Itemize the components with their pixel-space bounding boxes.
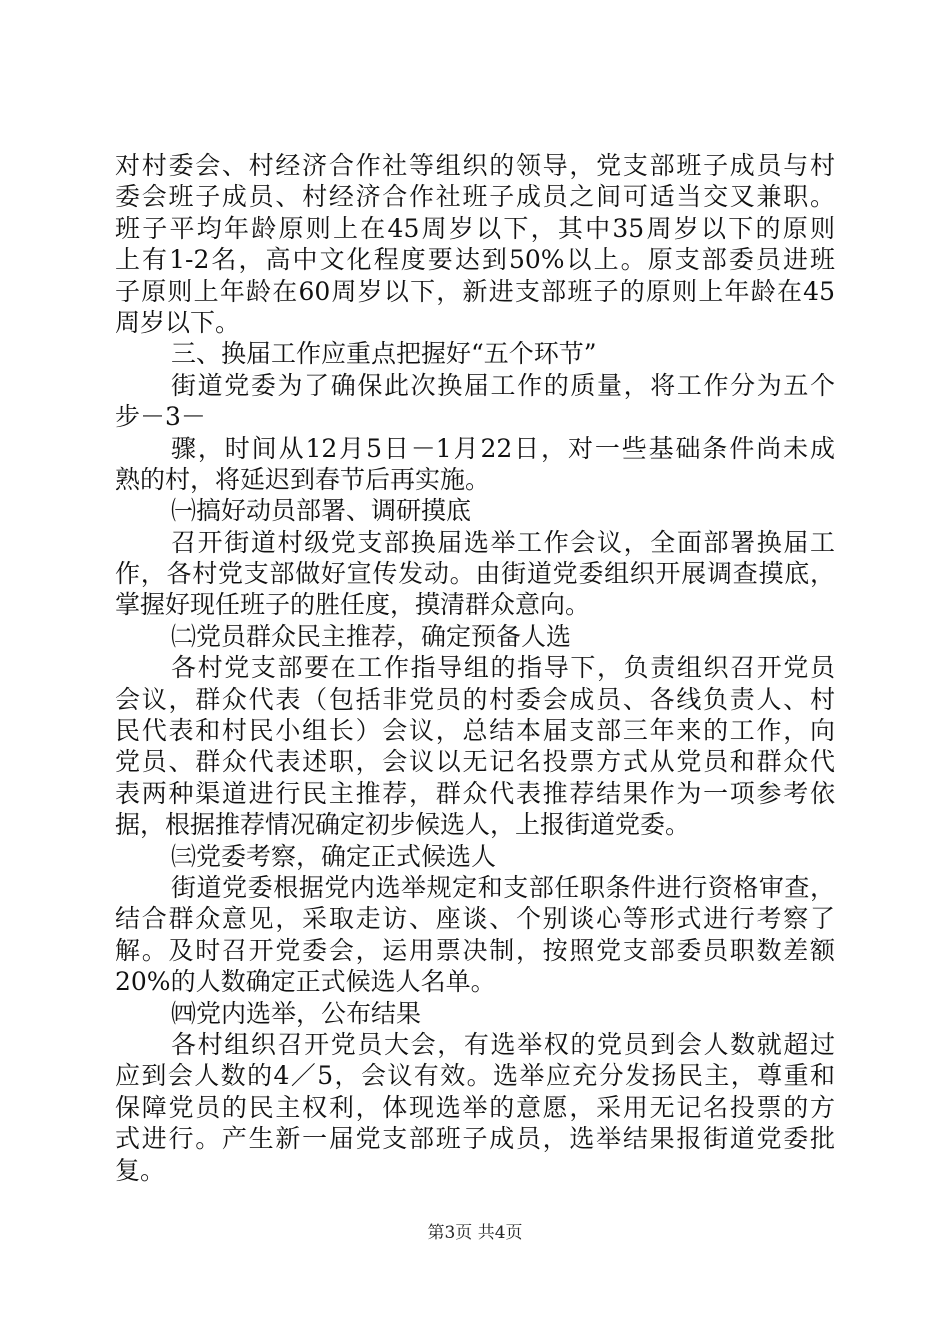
text-line: 街道党委根据党内选举规定和支部任职条件进行资格审查， [171,872,835,902]
text-line: 子原则上年龄在60周岁以下，新进支部班子的原则上年龄在45 [115,276,835,306]
text-line: 步－3－ [115,402,206,432]
text-line: 式进行。产生新一届党支部班子成员，选举结果报街道党委批 [115,1124,835,1154]
text-line: 据，根据推荐情况确定初步候选人，上报街道党委。 [115,810,691,840]
text-line: 作，各村党支部做好宣传发动。由街道党委组织开展调查摸底， [115,559,835,589]
text-line: 三、换届工作应重点把握好“五个环节” [171,339,597,369]
text-line: 民代表和村民小组长）会议，总结本届支部三年来的工作，向 [115,716,835,746]
page-footer: 第3页 共4页 [427,1223,523,1243]
text-line: 党员、群众代表述职，会议以无记名投票方式从党员和群众代 [115,747,835,777]
text-line: 召开街道村级党支部换届选举工作会议，全面部署换届工 [171,527,835,557]
text-line: 周岁以下。 [115,307,241,337]
text-line: 街道党委为了确保此次换届工作的质量，将工作分为五个 [171,370,835,400]
document-body [115,150,835,1186]
text-line: 结合群众意见，采取走访、座谈、个别谈心等形式进行考察了 [115,904,835,934]
text-line: 掌握好现任班子的胜任度，摸清群众意向。 [115,590,591,620]
text-line: 应到会人数的4／5，会议有效。选举应充分发扬民主，尊重和 [115,1061,835,1091]
text-line: ㈣党内选举，公布结果 [171,998,422,1028]
text-line: 会议，群众代表（包括非党员的村委会成员、各线负责人、村 [115,684,835,714]
text-line: 20%的人数确定正式候选人名单。 [115,967,496,997]
text-line: 熟的村，将延迟到春节后再实施。 [115,464,491,494]
text-line: 复。 [115,1155,166,1185]
text-line: 上有1-2名，高中文化程度要达到50%以上。原支部委员进班 [115,245,835,275]
text-line: 骤，时间从12月5日－1月22日，对一些基础条件尚未成 [171,433,835,463]
text-line: ㈢党委考察，确定正式候选人 [171,841,497,871]
text-line: 解。及时召开党委会，运用票决制，按照党支部委员职数差额 [115,935,835,965]
text-line: 委会班子成员、村经济合作社班子成员之间可适当交叉兼职。 [115,182,835,212]
text-line: 各村党支部要在工作指导组的指导下，负责组织召开党员 [171,653,835,683]
text-line: 对村委会、村经济合作社等组织的领导，党支部班子成员与村 [115,151,835,180]
text-line: 各村组织召开党员大会，有选举权的党员到会人数就超过 [171,1029,835,1059]
text-line: ㈠搞好动员部署、调研摸底 [171,496,472,526]
text-line: 班子平均年龄原则上在45周岁以下，其中35周岁以下的原则 [115,213,835,243]
text-line: ㈡党员群众民主推荐，确定预备人选 [171,621,572,651]
text-line: 保障党员的民主权利，体现选举的意愿，采用无记名投票的方 [115,1092,835,1122]
text-line: 表两种渠道进行民主推荐，群众代表推荐结果作为一项参考依 [115,778,835,808]
